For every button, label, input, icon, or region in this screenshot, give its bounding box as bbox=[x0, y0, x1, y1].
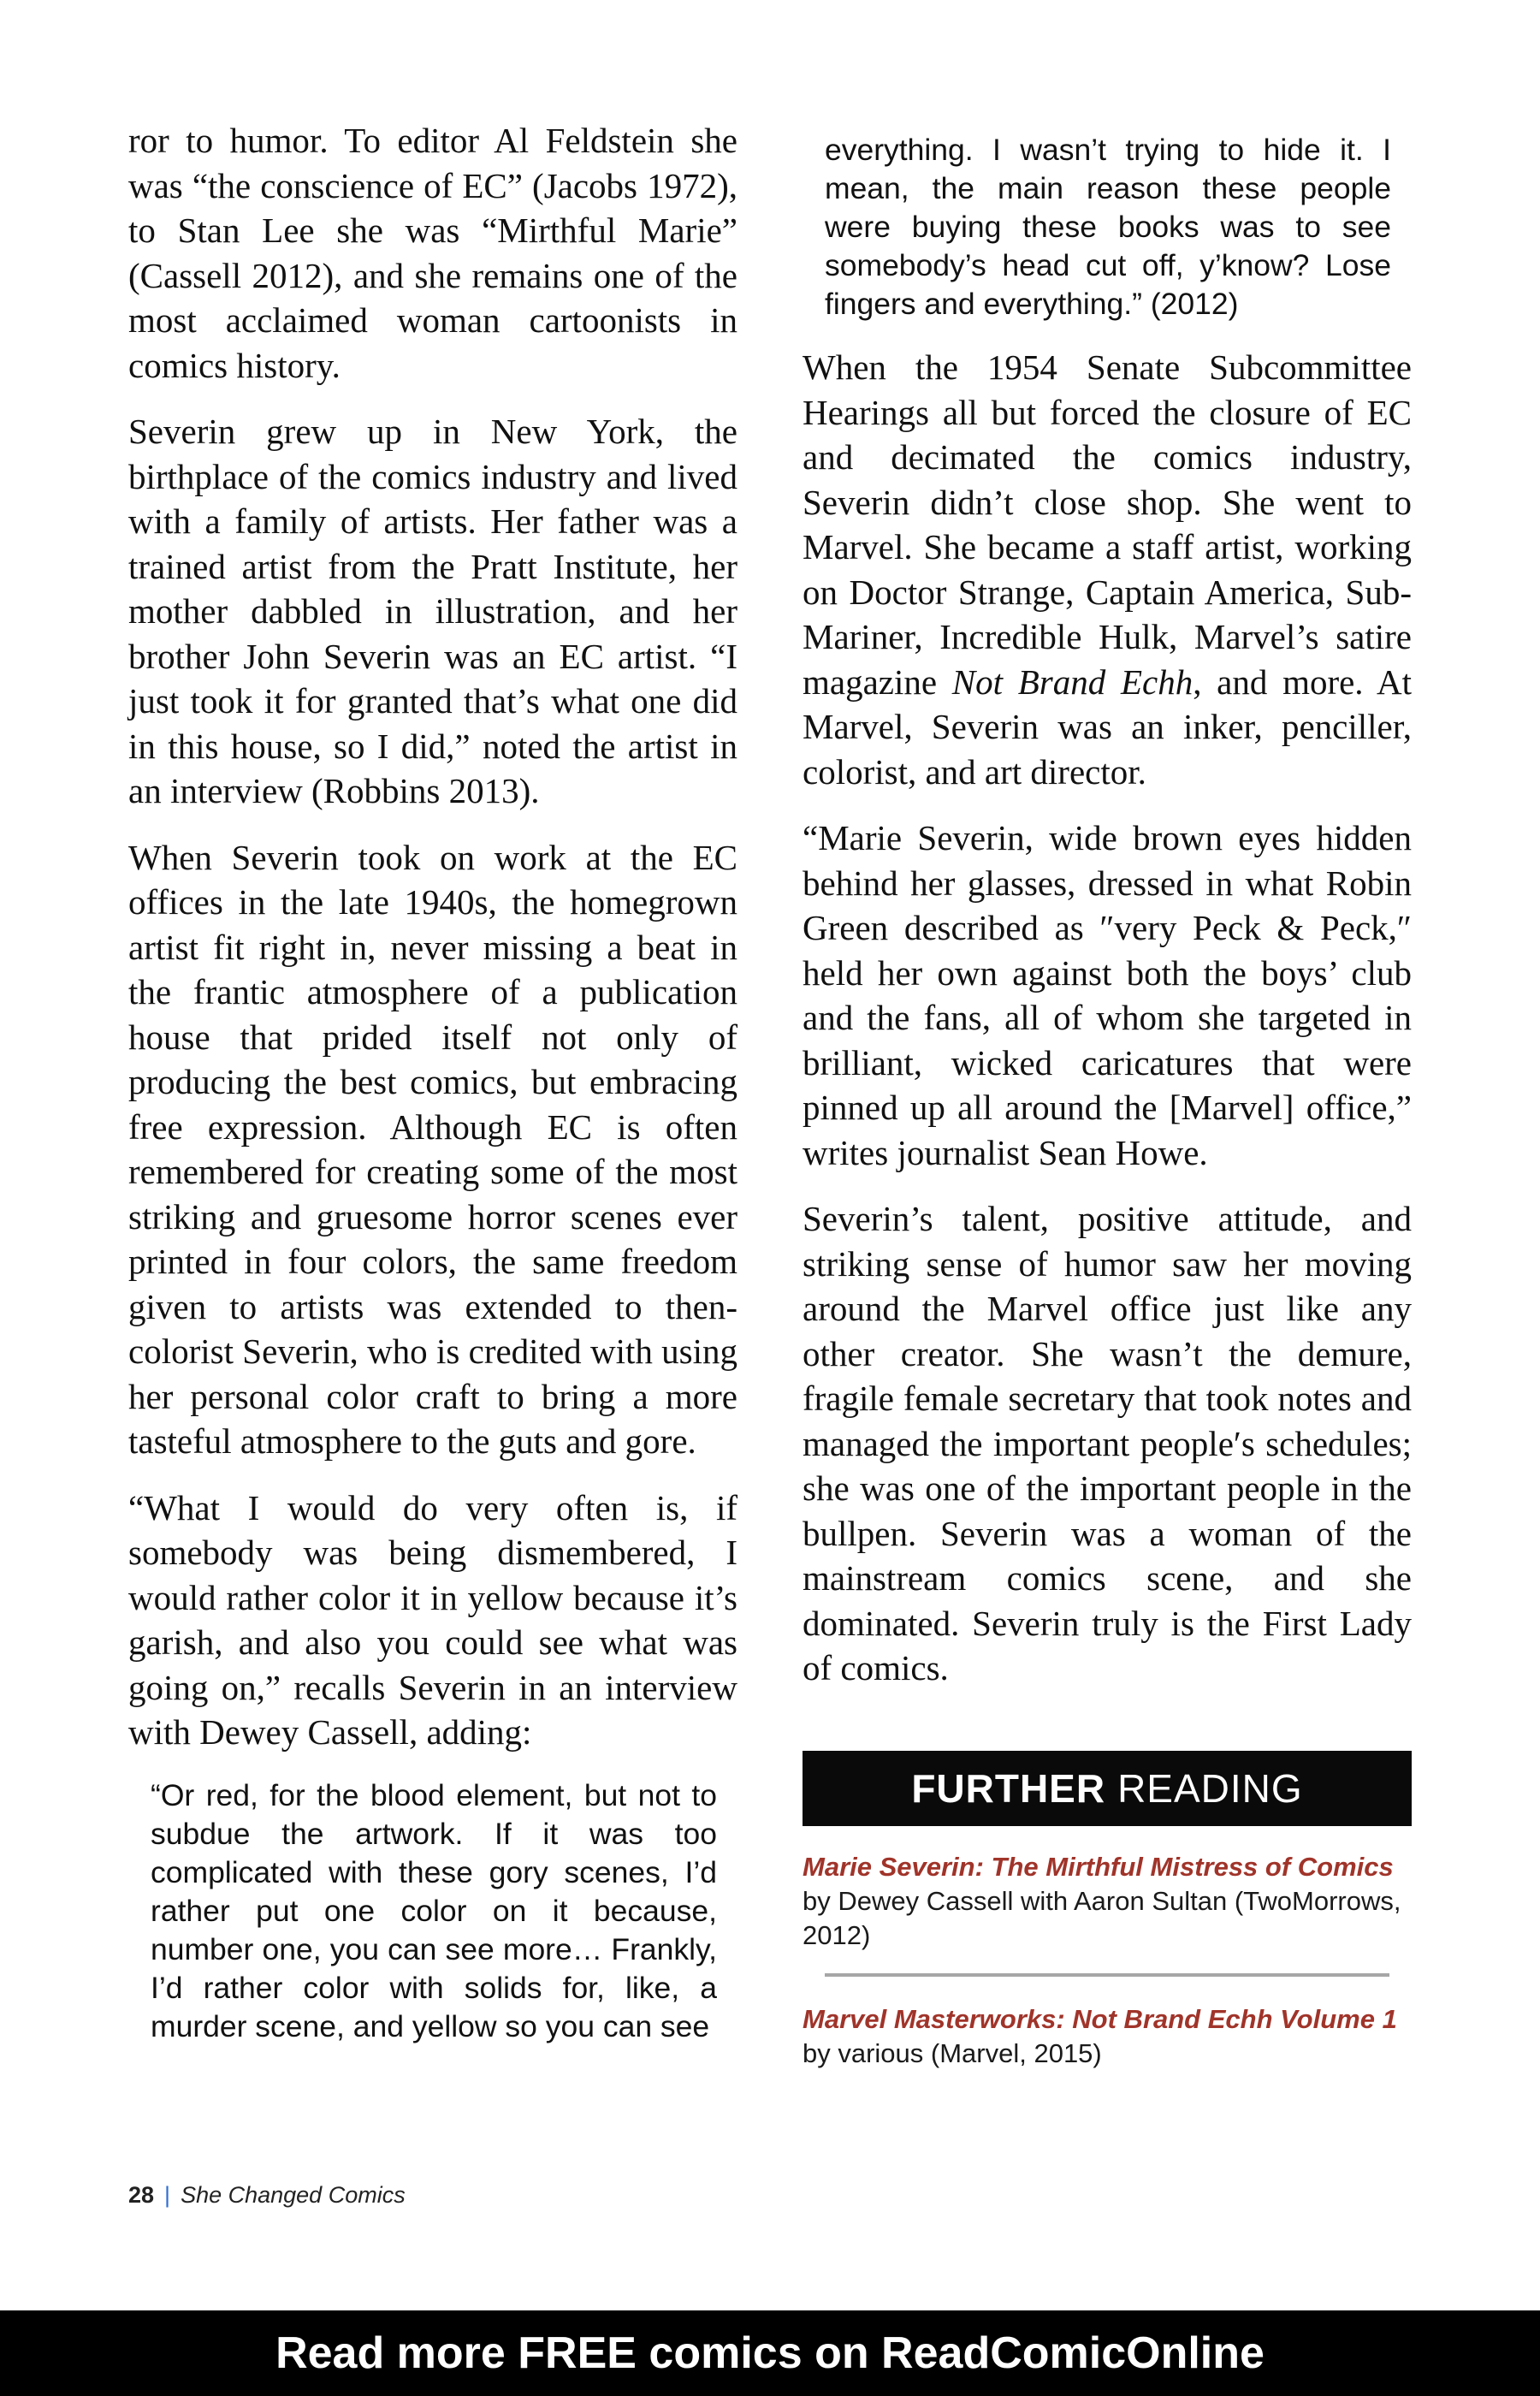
body-paragraph: When Severin took on work at the EC offices in the late 1940s, the homegrown artist fit right in, never missing a beat in the frantic atmosphere of a publication house that prided itself not only of producing the best comics, but embracing free expression. Although EC is often remembered for creating some of the most striking and gruesome horror scenes ever printed in four colors, the same freedom given to artists was extended to then-colorist Severin, who is credited with using her personal color craft to bring a more tasteful atmosphere to the guts and gore. bbox=[128, 837, 737, 1461]
heading-light-part: READING bbox=[1117, 1765, 1303, 1811]
divider bbox=[825, 1973, 1389, 1977]
book-details: by various (Marvel, 2015) bbox=[803, 2037, 1102, 2068]
block-quote: “Or red, for the blood element, but not to subdue the artwork. If it was too complicated with these gory scenes, I’d rather put one color on it because, number one, you can see more… Frankly, I’d rather color with solids for, like, a murder scene, and yellow so you can see bbox=[151, 1777, 717, 2043]
further-reading-heading bbox=[803, 1751, 1412, 1826]
page-footer bbox=[128, 2182, 406, 2209]
body-paragraph: “What I would do very often is, if somebody was being dismembered, I would rather color it in yellow because it’s garish, and also you could see what was going on,” recalls Severin in an interview with Dewey Cassell, adding: bbox=[128, 1487, 737, 1752]
body-paragraph: “Marie Severin, wide brown eyes hidden behind her glasses, dressed in what Robin Green described as ″very Peck & Peck,″ held her own against both the boys’ club and the fans, all of whom she targeted in brilliant, wicked caricatures that were pinned up all around the [Marvel] office,” writes journalist Sean Howe. bbox=[803, 818, 1412, 1172]
block-quote-continued: everything. I wasn’t trying to hide it. I mean, the main reason these people were buying these books was to see somebody’s head cut off, y’know? Lose fingers and everything.” (2012) bbox=[825, 133, 1391, 321]
footer-separator: | bbox=[164, 2182, 171, 2208]
body-paragraph bbox=[803, 345, 1412, 794]
page-number: 28 bbox=[128, 2182, 155, 2208]
body-paragraph: ror to humor. To editor Al Feldstein she was “the conscience of EC” (Jacobs 1972), to Stan Lee she was “Mirthful Marie” (Cassell 2012), and she remains one of the most acclaimed woman cartoonists in comics history. bbox=[128, 121, 737, 385]
body-paragraph: Severin’s talent, positive attitude, and striking sense of humor saw her moving around the Marvel office just like any other creator. She wasn’t the demure, fragile female secretary that took notes and managed the important people′s schedules; she was one of the important people in the bullpen. Severin was a woman of the mainstream comics scene, and she dominated. Severin truly is the First Lady of comics. bbox=[803, 1199, 1412, 1687]
text-run: When the 1954 Senate Subcommittee Hearings all but forced the closure of EC and decimated the comics industry, Severin didn’t close shop. She went to Marvel. She became a staff artist, working on Doctor Strange, Captain America, Sub-Mariner, Incredible Hulk, Marvel’s satire magazine bbox=[803, 347, 1412, 702]
text-run: , and more. At Marvel, Severin was an inker, penciller, colorist, and art director. bbox=[803, 661, 1413, 792]
heading-bold-part: FURTHER bbox=[911, 1765, 1106, 1811]
book-title-footer: She Changed Comics bbox=[181, 2182, 406, 2208]
promo-banner-text: Read more FREE comics on ReadComicOnline bbox=[275, 2328, 1265, 2378]
book-details: by Dewey Cassell with Aaron Sultan (TwoMorrows, 2012) bbox=[803, 1885, 1401, 1950]
magazine-title: Not Brand Echh bbox=[951, 661, 1194, 702]
body-paragraph: Severin grew up in New York, the birthplace of the comics industry and lived with a family of artists. Her father was a trained artist from the Pratt Institute, her mother dabbled in illustration, and her brother John Severin was an EC artist. “I just took it for granted that’s what one did in this house, so I did,” noted the artist in an interview (Robbins 2013). bbox=[128, 412, 737, 810]
left-column bbox=[128, 118, 737, 2067]
book-title: Marie Severin: The Mirthful Mistress of Comics bbox=[803, 1851, 1394, 1882]
reading-item bbox=[803, 2002, 1412, 2071]
promo-banner[interactable] bbox=[0, 2310, 1540, 2396]
book-title: Marvel Masterworks: Not Brand Echh Volume 1 bbox=[803, 2003, 1397, 2034]
further-reading-list bbox=[803, 1850, 1412, 2071]
right-column bbox=[803, 118, 1412, 2071]
reading-item bbox=[803, 1850, 1412, 1953]
